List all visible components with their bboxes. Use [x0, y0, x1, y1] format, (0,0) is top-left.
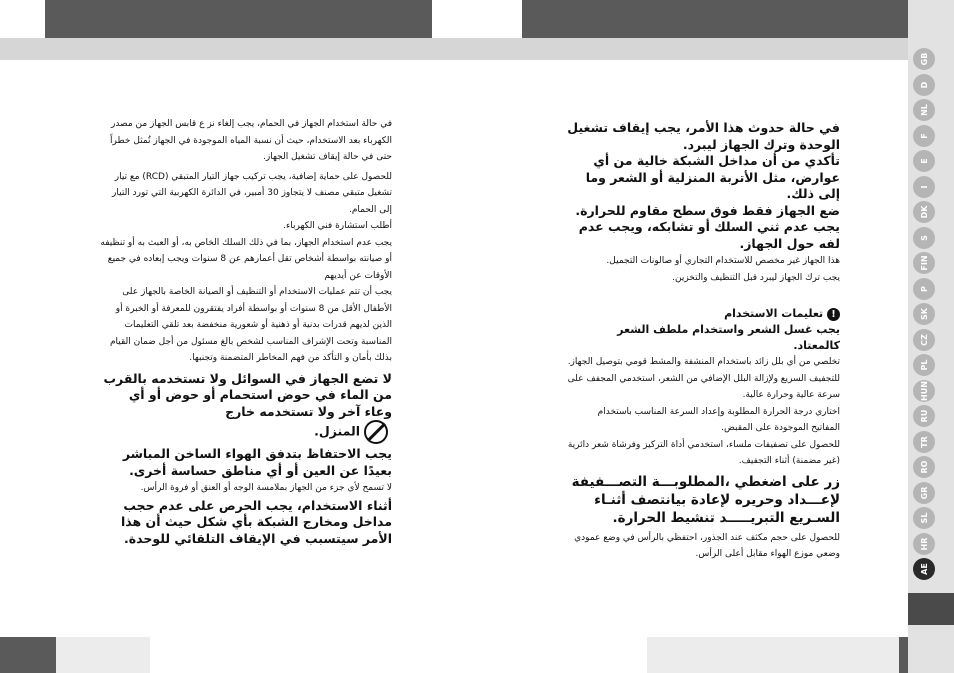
- instr-fast-dry: للتجفيف السريع ولإزالة البلل الإضافي من الشعر، استخدمي المجفف على سرعة عالية وحرارة عالية.: [567, 373, 840, 400]
- para-cool-before: يجب ترك الجهاز ليبرد قبل التنظيف والتخزين.: [672, 272, 840, 283]
- para-scalp-wrap: [100, 480, 392, 497]
- instr-cool-shot-wrap: [567, 473, 840, 527]
- para-heat-surface: ضع الجهاز فقط فوق سطح مقاوم للحرارة.: [575, 202, 840, 218]
- right-small-block-b: [567, 253, 840, 286]
- left-small-block-a: [100, 116, 392, 166]
- language-tab-p[interactable]: P: [913, 278, 935, 300]
- left-footer-dark: [0, 637, 56, 673]
- instr-cool-shot: زر على اضغطي ،المطلوبـــة التصـــفيفة لإعـــداد وحريره لإعادة بيانتصف أثنـاء السـريع التبريـــــد تنشيط الحرارة.: [571, 473, 840, 526]
- language-tab-ae[interactable]: AE: [913, 558, 935, 580]
- para-water: لا تضع الجهاز في السوائل ولا تستخدمه بالقرب من الماء في حوض استحمام أو حوض أو أي وعاء آخر ولا تستخدمه خارج: [103, 370, 392, 419]
- language-tab-sl[interactable]: SL: [913, 507, 935, 529]
- instr-volume-wrap: [567, 530, 840, 563]
- para-not-commercial: هذا الجهاز غير مخصص للاستخدام التجاري أو صالونات التجميل.: [606, 256, 840, 266]
- language-tab-ro[interactable]: RO: [913, 456, 935, 478]
- left-header-bar-top: [45, 0, 432, 38]
- para-rcd: للحصول على حماية إضافية، يجب تركيب جهاز التيار المتبقي (RCD) مع تيار تشغيل متبقي مصنف لا يتجاوز 30 أمبير، في الدائرة الكهربية التي تورد التيار إلى الحمام.: [112, 171, 392, 215]
- para-hot-air: يجب الاحتفاظ بتدفق الهواء الساخن المباشر بعيدًا عن العين أو أي مناطق حساسة أخرى.: [122, 446, 392, 478]
- para-bathroom: في حالة استخدام الجهاز في الحمام، يجب إلغاء نز ع قابس الجهاز من مصدر الكهرباء بعد الاستخدام، حيث أن نسبة المياه الموجودة في الجهاز تُمثل خطراً حتى في حالة إيقاف تشغيل الجهاز.: [110, 119, 392, 162]
- language-tab-gr[interactable]: GR: [913, 482, 935, 504]
- para-water-end-line: المنزل.: [100, 420, 392, 444]
- instructions-small-block: [567, 354, 840, 470]
- para-supervision: يجب أن تتم عمليات الاستخدام أو التنظيف أو الصيانة الخاصة بالجهاز على الأطفال الأقل من 8 سنوات أو بواسطة أفراد يفتقرون للمعرفة أو الخبرة أو الذين لديهم قدرات بدنية أو ذهنية أو شعورية منخفضة بعد تلقي التعليمات المناسبة وتحت الإشراف المناسب لشخص بالغ مسئول من أجل ضمان القيام بذلك بأمان و التأكد من فهم المخاطر المتضمنة وتجنبها.: [109, 287, 392, 363]
- language-tab-tr[interactable]: TR: [913, 431, 935, 453]
- active-tab-highlight: [908, 593, 954, 625]
- instructions-heading-row: [567, 306, 840, 354]
- language-tab-hun[interactable]: HUN: [913, 380, 935, 402]
- para-water-wrap: [100, 371, 392, 445]
- instr-select-temp: اختاري درجة الحرارة المطلوبة وإعداد السرعة المناسب باستخدام المفاتيح الموجودة على المقبض.: [597, 406, 840, 433]
- para-cord: يجب عدم ثني السلك أو تشابكه، ويجب عدم لفه حول الجهاز.: [578, 219, 840, 251]
- language-tab-pl[interactable]: PL: [913, 354, 935, 376]
- instr-towel: تخلصي من أي بلل زائد باستخدام المنشفة والمشط قومي بتوصيل الجهاز.: [567, 357, 840, 367]
- language-tab-i[interactable]: I: [913, 176, 935, 198]
- left-header-strip: [0, 38, 477, 60]
- language-tab-cz[interactable]: CZ: [913, 329, 935, 351]
- no-water-bath-icon: [364, 420, 388, 444]
- language-tab-e[interactable]: E: [913, 150, 935, 172]
- language-tab-ru[interactable]: RU: [913, 405, 935, 427]
- language-tab-f[interactable]: F: [913, 125, 935, 147]
- language-tab-nl[interactable]: NL: [913, 99, 935, 121]
- instr-volume: للحصول على حجم مكثف عند الجذور، احتفظي بالرأس في وضع عمودي وضعي موزع الهواء مقابل أعلى الرأس.: [574, 532, 840, 559]
- para-children: يجب عدم استخدام الجهاز، بما في ذلك السلك الخاص به، أو العبث به أو تنظيفه أو صيانته بواسطة أشخاص تقل أعمارهم عن 8 سنوات ويجب إبعاده في جميع الأوقات عن أيديهم: [100, 237, 392, 281]
- right-page: [477, 0, 954, 673]
- language-tab-sk[interactable]: SK: [913, 303, 935, 325]
- language-tab-fin[interactable]: FIN: [913, 252, 935, 274]
- warning-icon: !: [827, 308, 840, 321]
- para-vents-clear: تأكدي من أن مداخل الشبكة خالية من أي عوارض، مثل الأتربة المنزلية أو الشعر وما إلى ذلك.: [585, 153, 840, 201]
- para-scalp: لا تسمح لأي جزء من الجهاز بملامسة الوجه أو العنق أو فروة الرأس.: [140, 483, 392, 493]
- para-stop-unit: في حالة حدوث هذا الأمر، يجب إيقاف تشغيل الوحدة وترك الجهاز ليبرد.: [567, 120, 840, 152]
- language-tab-s[interactable]: S: [913, 227, 935, 249]
- instructions-heading: تعليمات الاستخدام: [724, 307, 824, 320]
- para-electrician: أطلب استشارة فني الكهرباء.: [283, 221, 392, 231]
- para-vents-wrap: [100, 498, 392, 548]
- right-big-block: [567, 120, 840, 252]
- instr-wash-hair: يجب غسل الشعر واستخدام ملطف الشعر كالمعتاد.: [617, 323, 840, 352]
- language-tab-hr[interactable]: HR: [913, 533, 935, 555]
- language-tab-d[interactable]: D: [913, 74, 935, 96]
- instr-smooth: للحصول على تصفيفات ملساء، استخدمي أداة التركيز وفرشاة شعر دائرية (غير مضمنة) أثناء التجفيف.: [567, 439, 840, 466]
- right-header-bar: [522, 0, 908, 38]
- language-tab-dk[interactable]: DK: [913, 201, 935, 223]
- para-vents: أثناء الاستخدام، يجب الحرص على عدم حجب مداخل ومخارج الشبكة بأي شكل حيث أن هذا الأمر سيتسبب في الإيقاف التلقائي للوحدة.: [121, 497, 392, 546]
- language-tab-gb[interactable]: GB: [913, 48, 935, 70]
- language-tabs: [910, 48, 938, 584]
- right-text-column: [567, 120, 840, 563]
- left-text-column: [100, 116, 392, 547]
- para-hot-air-wrap: [100, 446, 392, 479]
- right-header-strip: [477, 38, 954, 60]
- para-rcd-wrap: [100, 169, 392, 367]
